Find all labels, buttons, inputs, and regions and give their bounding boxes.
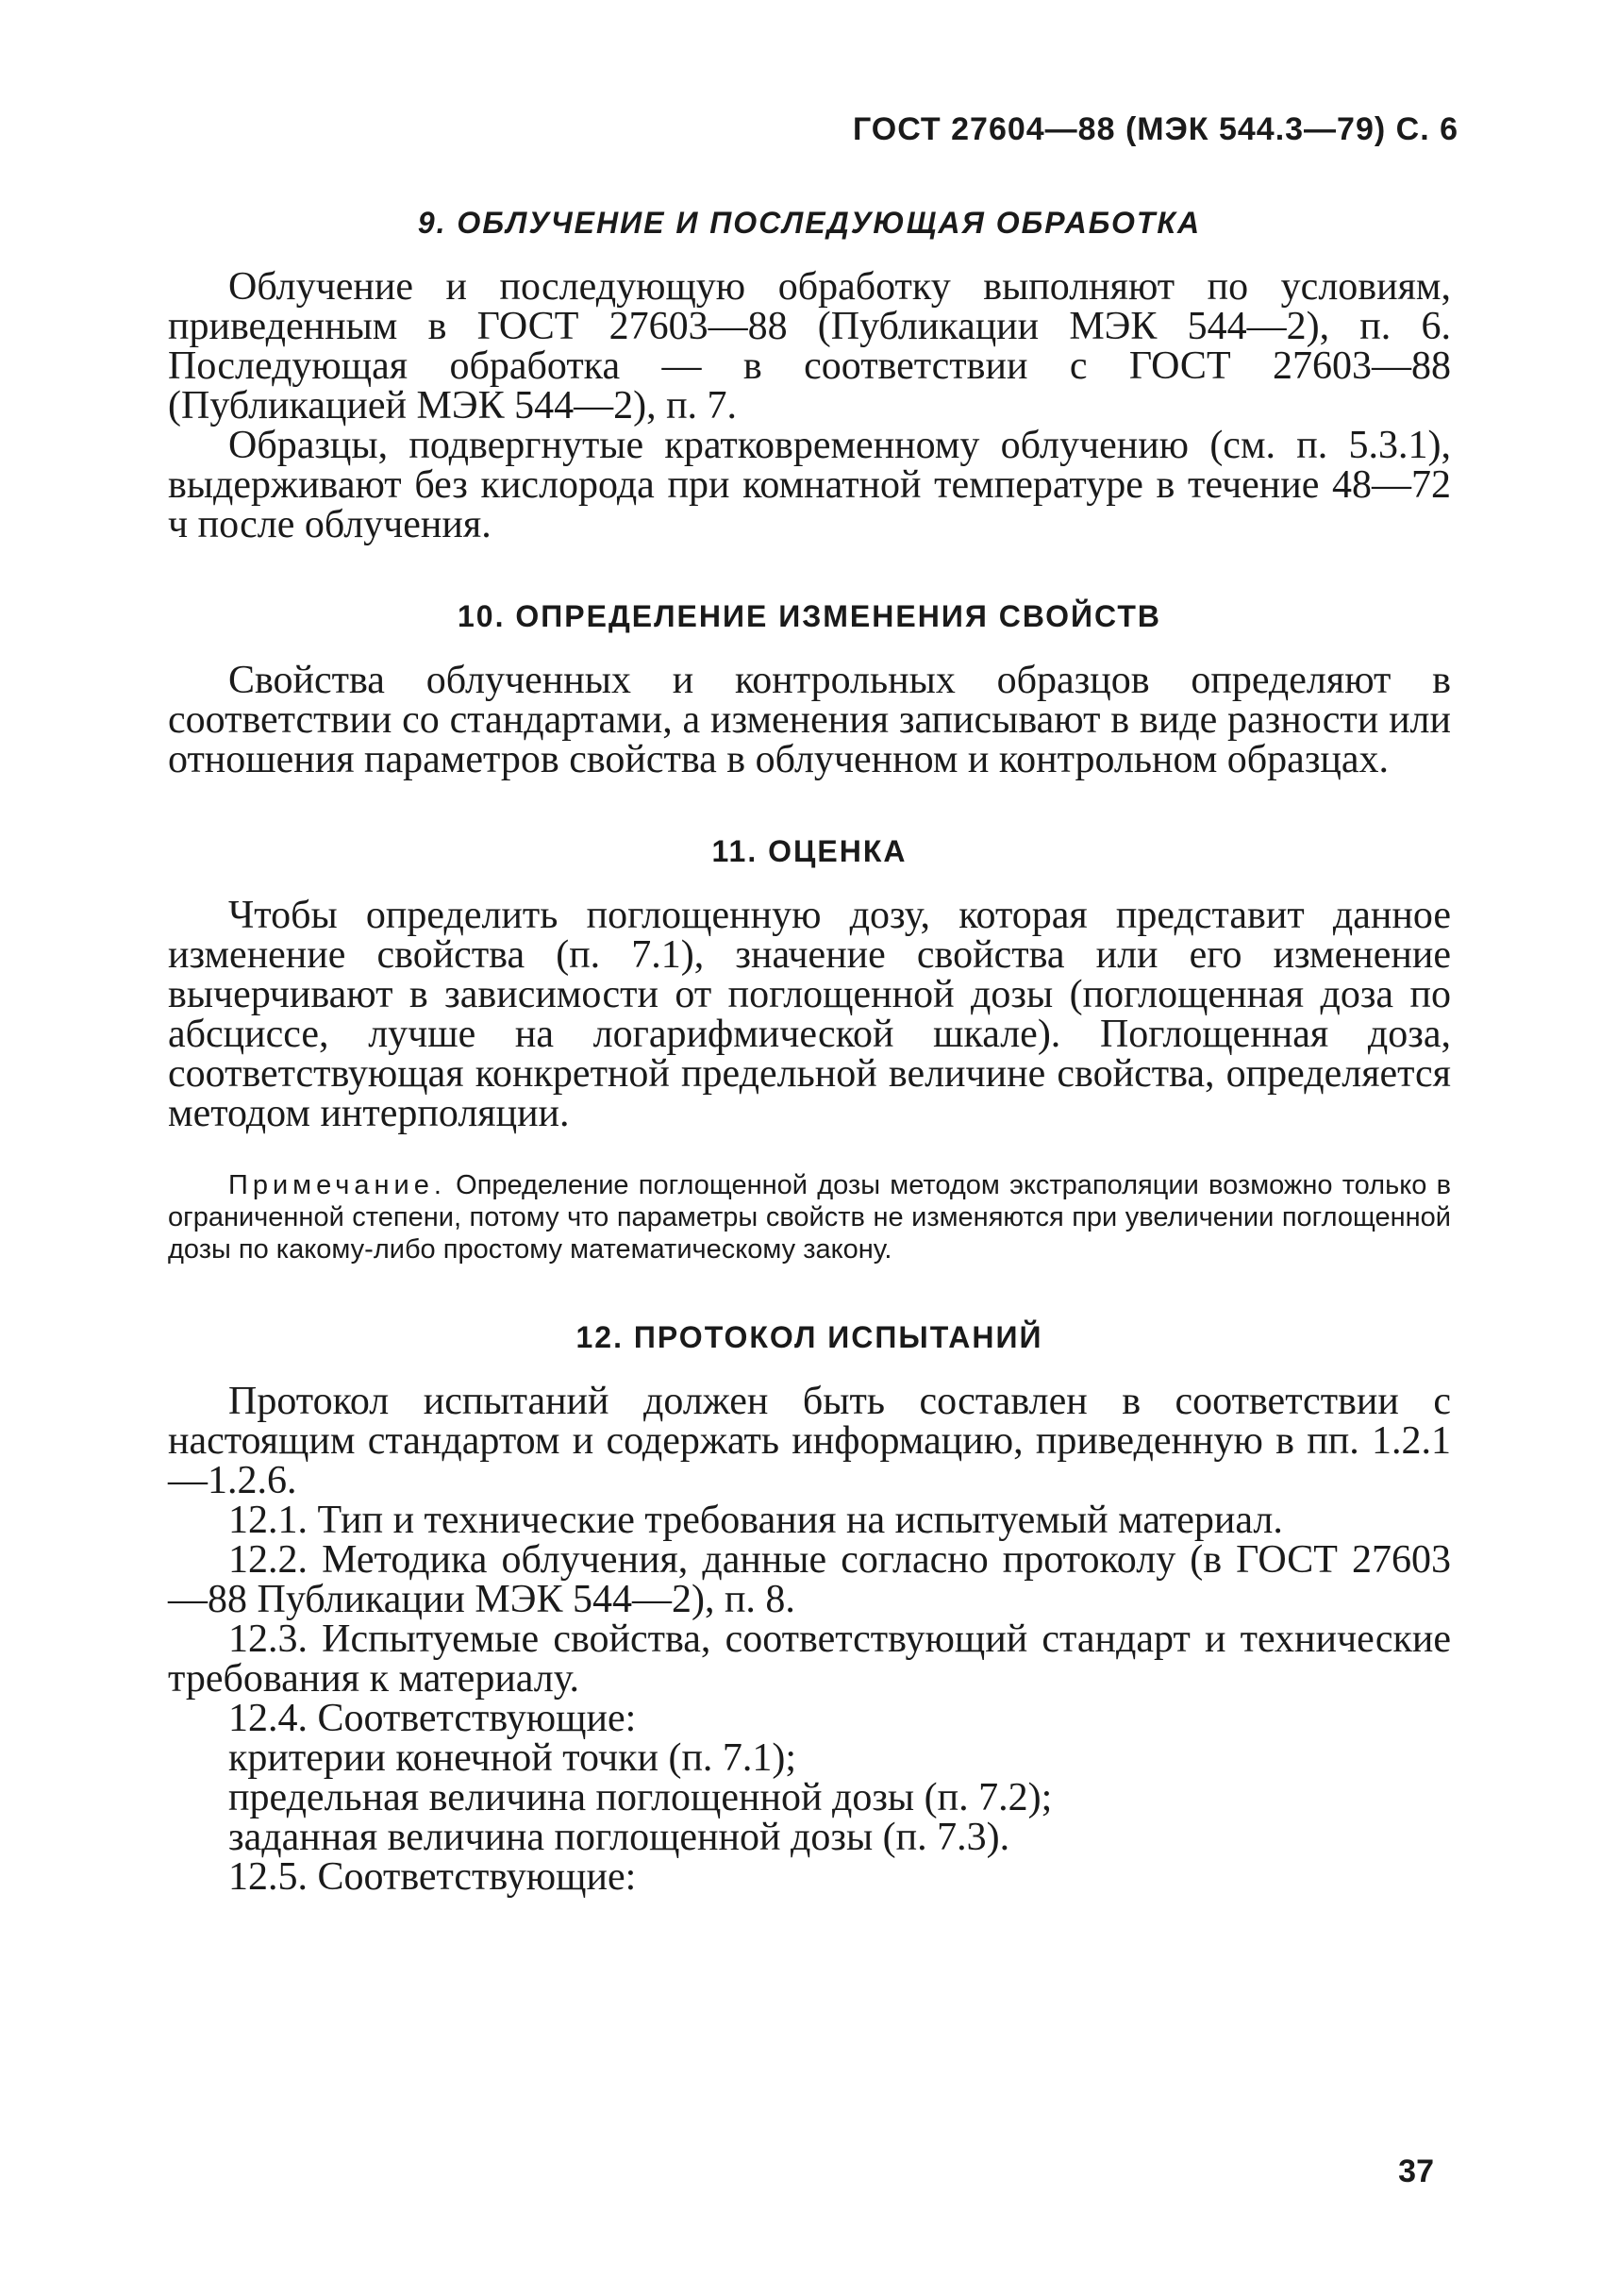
note-text: Определение поглощенной дозы методом экстраполяции возможно только в ограниченной степени, потому что параметры свойств не изменяются при увеличении поглощенной дозы по какому-либо простому математическому закону. — [168, 1170, 1451, 1265]
list-item: 12.1. Тип и технические требования на испытуемый материал. — [228, 1499, 1283, 1542]
page-content — [168, 206, 1451, 1952]
section-heading: 9. ОБЛУЧЕНИЕ И ПОСЛЕДУЮЩАЯ ОБРАБОТКА — [417, 206, 1202, 240]
section-heading: 11. ОЦЕНКА — [711, 834, 908, 868]
section-12 — [168, 1320, 1451, 1897]
list-item: 12.2. Методика облучения, данные согласно протоколу (в ГОСТ 27603—88 Публикации МЭК 544—2), п. 8. — [168, 1538, 1451, 1621]
page-header: ГОСТ 27604—88 (МЭК 544.3—79) С. 6 — [852, 111, 1458, 147]
list-item: предельная величина поглощенной дозы (п. 7.2); — [228, 1776, 1053, 1819]
list-item: заданная величина поглощенной дозы (п. 7.3). — [228, 1816, 1010, 1859]
note — [168, 1169, 1451, 1265]
list-item: критерии конечной точки (п. 7.1); — [228, 1736, 797, 1780]
section-10 — [168, 599, 1451, 779]
section-heading: 12. ПРОТОКОЛ ИСПЫТАНИЙ — [575, 1320, 1043, 1354]
paragraph: Свойства облученных и контрольных образцов определяют в соответствии со стандартами, а изменения записывают в виде разности или отношения параметров свойства в облученном и контрольном образцах. — [168, 659, 1451, 781]
page-number: 37 — [1398, 2154, 1434, 2189]
section-heading: 10. ОПРЕДЕЛЕНИЕ ИЗМЕНЕНИЯ СВОЙСТВ — [457, 599, 1161, 633]
section-9 — [168, 206, 1451, 545]
paragraph: Чтобы определить поглощенную дозу, которая представит данное изменение свойства (п. 7.1), значение свойства или его изменение вычерчивают в зависимости от поглощенной дозы (поглощенная доза по абсциссе, лучше на логарифмической шкале). Поглощенная доза, соответствующая конкретной предельной величине свойства, определяется методом интерполяции. — [168, 894, 1451, 1135]
paragraph: Образцы, подвергнутые кратковременному облучению (см. п. 5.3.1), выдерживают без кислорода при комнатной температуре в течение 48—72 ч после облучения. — [168, 424, 1451, 546]
list-item: 12.5. Соответствующие: — [228, 1855, 637, 1899]
list-item: 12.4. Соответствующие: — [228, 1697, 637, 1740]
paragraph: Протокол испытаний должен быть составлен в соответствии с настоящим стандартом и содержать информацию, приведенную в пп. 1.2.1—1.2.6. — [168, 1380, 1451, 1502]
section-11 — [168, 834, 1451, 1265]
paragraph: Облучение и последующую обработку выполняют по условиям, приведенным в ГОСТ 27603—88 (Публикации МЭК 544—2), п. 6. Последующая обработка — в соответствии с ГОСТ 27603—88 (Публикацией МЭК 544—2), п. 7. — [168, 265, 1451, 427]
note-label: Примечание. — [228, 1170, 446, 1200]
list-item: 12.3. Испытуемые свойства, соответствующий стандарт и технические требования к материалу. — [168, 1617, 1451, 1701]
